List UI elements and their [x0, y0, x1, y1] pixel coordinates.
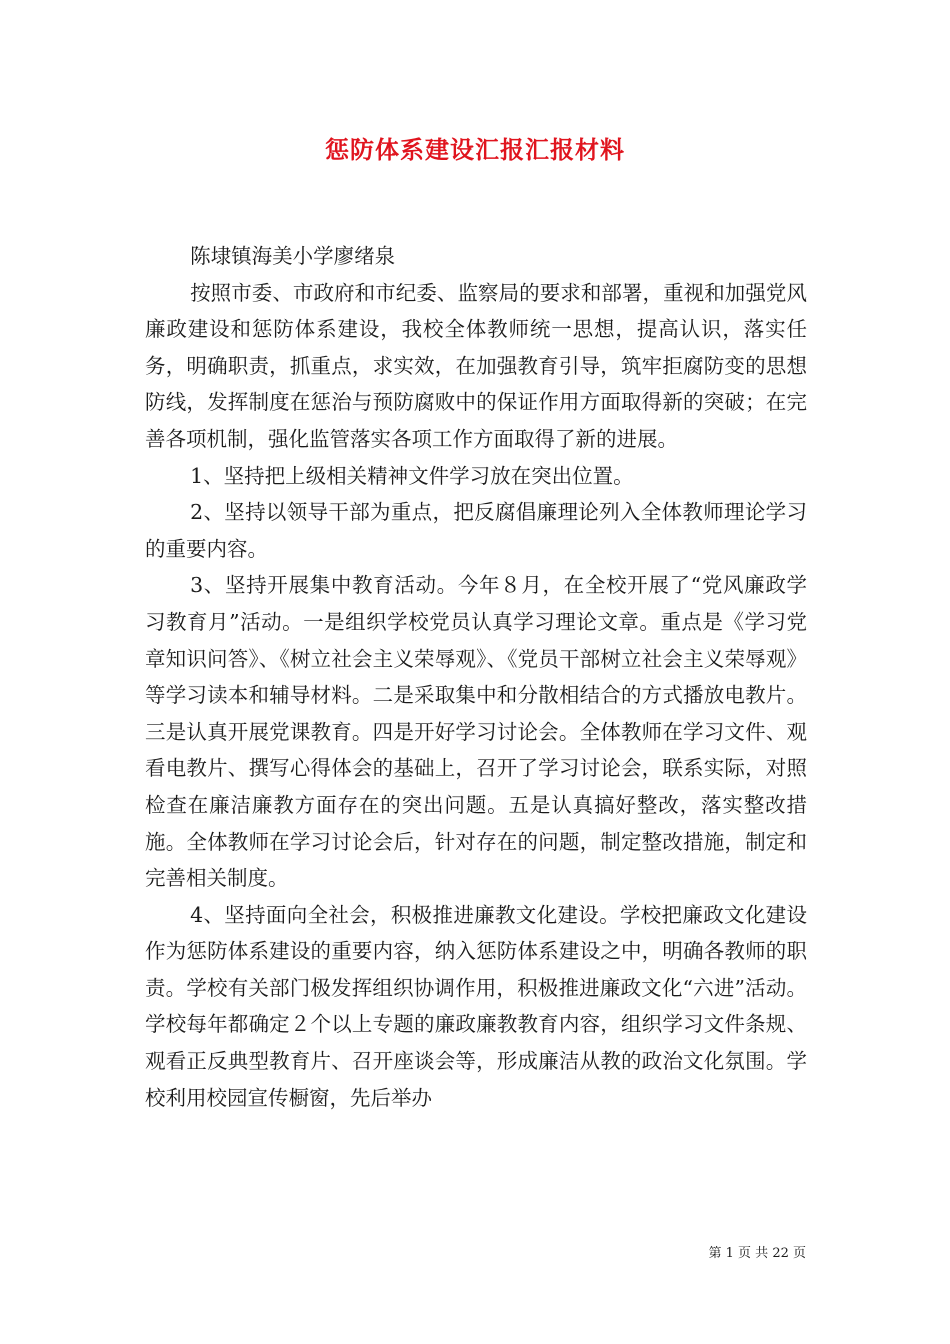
paragraph-item-1: 1、坚持把上级相关精神文件学习放在突出位置。	[190, 463, 634, 488]
document-title: 惩防体系建设汇报汇报材料	[325, 135, 625, 164]
paragraph-item-4: 4、坚持面向全社会，积极推进廉教文化建设。学校把廉政文化建设作为惩防体系建设的重要内容，纳入惩防体系建设之中，明确各教师的职责。学校有关部门极发挥组织协调作用，积极推进廉政文化“六进”活动。学校每年都确定２个以上专题的廉政廉教教育内容，组织学习文件条规、观看正反典型教育片、召开座谈会等，形成廉洁从教的政治文化氛围。学校利用校园宣传橱窗，先后举办	[145, 902, 807, 1110]
paragraph-intro: 按照市委、市政府和市纪委、监察局的要求和部署，重视和加强党风廉政建设和惩防体系建设，我校全体教师统一思想，提高认识，落实任务，明确职责，抓重点，求实效，在加强教育引导，筑牢拒腐防变的思想防线，发挥制度在惩治与预防腐败中的保证作用方面取得新的突破；在完善各项机制，强化监管落实各项工作方面取得了新的进展。	[145, 280, 807, 451]
author-line: 陈埭镇海美小学廖绪泉	[190, 244, 396, 268]
paragraph-item-2: 2、坚持以领导干部为重点，把反腐倡廉理论列入全体教师理论学习的重要内容。	[145, 500, 807, 561]
page-number: 第 1 页 共 22 页	[708, 1246, 806, 1261]
document-body	[145, 238, 807, 1116]
paragraph-item-3: 3、坚持开展集中教育活动。今年８月，在全校开展了“党风廉政学习教育月”活动。一是组织学校党员认真学习理论文章。重点是《学习党章知识问答》、《树立社会主义荣辱观》、《党员干部树立社会主义荣辱观》等学习读本和辅导材料。二是采取集中和分散相结合的方式播放电教片。三是认真开展党课教育。四是开好学习讨论会。全体教师在学习文件、观看电教片、撰写心得体会的基础上，召开了学习讨论会，联系实际，对照检查在廉洁廉教方面存在的突出问题。五是认真搞好整改，落实整改措施。全体教师在学习讨论会后，针对存在的问题，制定整改措施，制定和完善相关制度。	[145, 573, 807, 891]
